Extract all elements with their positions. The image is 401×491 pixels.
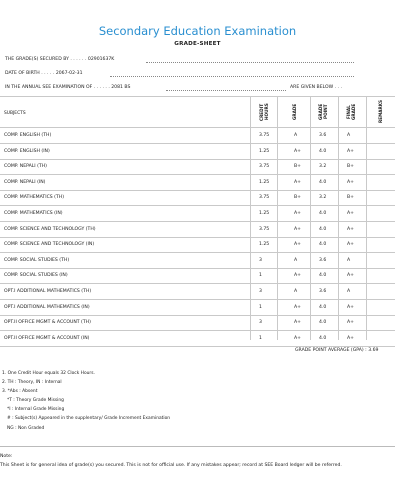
subject-cell: COMP. NEPALI (IN) xyxy=(4,179,46,185)
table-row xyxy=(0,284,395,300)
final-grade-cell: A+ xyxy=(347,304,354,310)
final-grade-cell: A xyxy=(347,257,351,263)
table-row xyxy=(0,144,395,160)
gpa-label: GRADE POINT AVERAGE (GPA) : xyxy=(295,348,367,353)
table-row xyxy=(0,253,395,269)
credit-hours-cell: 3.75 xyxy=(259,133,270,138)
subject-cell: COMP. SCIENCE AND TECHNOLOGY (TH) xyxy=(4,226,96,232)
footer-label: Note: xyxy=(0,454,13,459)
subject-cell: OPT.I ADDITIONAL MATHEMATICS (TH) xyxy=(4,289,92,294)
credit-hours-cell: 1 xyxy=(259,304,262,310)
footer-note xyxy=(0,452,395,470)
grade-cell: A+ xyxy=(294,273,301,279)
secured-by-label: THE GRADE(S) SECURED BY . . . . . . xyxy=(5,57,87,62)
table-row xyxy=(0,175,395,191)
col-credit-hours: CREDIT HOURS xyxy=(259,103,269,121)
grade-point-cell: 3.2 xyxy=(319,164,327,170)
final-grade-cell: B+ xyxy=(347,164,355,170)
credit-hours-cell: 3.75 xyxy=(259,195,270,201)
final-grade-cell: A+ xyxy=(347,226,354,232)
table-row xyxy=(0,331,395,347)
final-grade-cell: A xyxy=(347,289,351,294)
subject-cell: COMP. SOCIAL STUDIES (IN) xyxy=(4,273,68,279)
credit-hours-cell: 3.75 xyxy=(259,164,270,170)
table-row xyxy=(0,128,395,144)
gpa-line xyxy=(295,348,378,353)
final-grade-cell: A+ xyxy=(347,273,354,279)
date-of-birth: 2067-02-31 xyxy=(55,71,83,76)
subject-cell: OPT.I ADDITIONAL MATHEMATICS (IN) xyxy=(4,304,90,310)
exam-label: IN THE ANNUAL SEE EXAMINATION OF . . . . . . xyxy=(5,85,110,90)
footer-text: This Sheet is for general idea of grade(s) you secured. This is not for official use. If any mistakes appear; record at SEE Board ledger will be referred. xyxy=(0,463,342,468)
row-rule xyxy=(0,346,395,347)
final-grade-cell: A+ xyxy=(347,335,354,341)
final-grade-cell: A+ xyxy=(347,148,354,154)
dob-line xyxy=(5,71,83,76)
grade-cell: B+ xyxy=(294,195,302,201)
secured-by-line xyxy=(5,57,114,62)
note-item: # : Subject(s) Appeared in the supplentary/ Grade Increment Examination xyxy=(7,416,171,422)
credit-hours-cell: 1 xyxy=(259,335,262,341)
note-item: 2. TH : Theory, IN : Internal xyxy=(2,380,62,386)
subject-cell: COMP. ENGLISH (IN) xyxy=(4,148,50,154)
grade-cell: A+ xyxy=(294,242,301,248)
credit-hours-cell: 1.25 xyxy=(259,242,270,248)
exam-line xyxy=(5,85,130,90)
grade-point-cell: 4.0 xyxy=(319,211,327,216)
credit-hours-cell: 1 xyxy=(259,273,262,279)
grade-cell: A+ xyxy=(294,148,301,154)
grade-cell: A+ xyxy=(294,304,301,310)
subject-cell: COMP. MATHEMATICS (IN) xyxy=(4,211,63,216)
final-grade-cell: A+ xyxy=(347,179,354,185)
grade-cell: A xyxy=(294,289,298,294)
subject-cell: COMP. SCIENCE AND TECHNOLOGY (IN) xyxy=(4,242,95,248)
grade-cell: A+ xyxy=(294,320,301,326)
final-grade-cell: A xyxy=(347,133,351,138)
grade-point-cell: 3.6 xyxy=(319,257,327,263)
grade-point-cell: 4.0 xyxy=(319,335,327,341)
grade-point-cell: 4.0 xyxy=(319,242,327,248)
grade-point-cell: 4.0 xyxy=(319,179,327,185)
subject-cell: OPT.II OFFICE MGMT & ACCOUNT (TH) xyxy=(4,320,91,326)
final-grade-cell: A+ xyxy=(347,242,354,248)
col-subjects: SUBJECTS xyxy=(4,111,26,116)
dotted-fill xyxy=(146,62,354,63)
grade-cell: A+ xyxy=(294,211,301,216)
subject-cell: COMP. NEPALI (TH) xyxy=(4,164,47,170)
final-grade-cell: A+ xyxy=(347,211,354,216)
subject-cell: OPT.II OFFICE MGMT & ACCOUNT (IN) xyxy=(4,335,90,341)
credit-hours-cell: 3 xyxy=(259,289,262,294)
col-final-grade: FINAL GRADE xyxy=(346,103,356,121)
table-row xyxy=(0,268,395,284)
credit-hours-cell: 3 xyxy=(259,320,262,326)
table-row xyxy=(0,237,395,253)
given-below: ARE GIVEN BELOW . . . xyxy=(290,85,342,90)
note-item: *T : Theory Grade Missing xyxy=(7,398,64,404)
grade-point-cell: 4.0 xyxy=(319,304,327,310)
table-top-rule xyxy=(0,96,395,97)
dotted-fill xyxy=(166,90,286,91)
grade-point-cell: 4.0 xyxy=(319,148,327,154)
table-row xyxy=(0,300,395,316)
grade-point-cell: 3.2 xyxy=(319,195,327,201)
final-grade-cell: B+ xyxy=(347,195,355,201)
col-grade-point: GRADE POINT xyxy=(318,103,328,121)
credit-hours-cell: 1.25 xyxy=(259,211,270,216)
grade-cell: A+ xyxy=(294,335,301,341)
credit-hours-cell: 1.25 xyxy=(259,148,270,154)
symbol-number: 02901637K xyxy=(87,57,115,62)
page-title: Secondary Education Examination xyxy=(98,24,297,38)
col-grade: GRADE xyxy=(292,103,297,121)
note-item: 3. *Abs : Absent xyxy=(2,389,38,395)
subject-cell: COMP. ENGLISH (TH) xyxy=(4,133,52,138)
credit-hours-cell: 3 xyxy=(259,257,262,263)
grade-point-cell: 4.0 xyxy=(319,320,327,326)
dob-label: DATE OF BIRTH . . . . . xyxy=(5,71,55,76)
subject-cell: COMP. SOCIAL STUDIES (TH) xyxy=(4,257,70,263)
final-grade-cell: A+ xyxy=(347,320,354,326)
subject-cell: COMP. MATHEMATICS (TH) xyxy=(4,195,65,201)
grade-cell: A xyxy=(294,257,298,263)
exam-year: 2081 BS xyxy=(111,85,131,90)
grade-cell: A xyxy=(294,133,298,138)
table-row xyxy=(0,190,395,206)
grade-point-cell: 3.6 xyxy=(319,289,327,294)
table-row xyxy=(0,315,395,331)
credit-hours-cell: 1.25 xyxy=(259,179,270,185)
table-row xyxy=(0,206,395,222)
page-subtitle: GRADE-SHEET xyxy=(174,41,221,47)
dotted-fill xyxy=(110,76,354,77)
grade-point-cell: 4.0 xyxy=(319,273,327,279)
grade-cell: A+ xyxy=(294,179,301,185)
grade-point-cell: 4.0 xyxy=(319,226,327,232)
table-row xyxy=(0,159,395,175)
table-row xyxy=(0,222,395,238)
grade-point-cell: 3.6 xyxy=(319,133,327,138)
note-item: NG : Non Graded xyxy=(7,425,45,431)
gpa-value: 3.69 xyxy=(368,348,379,353)
col-remarks: REMARKS xyxy=(378,100,383,124)
notes-list xyxy=(2,369,170,433)
grade-cell: A+ xyxy=(294,226,301,232)
footer-rule xyxy=(0,446,395,447)
grade-cell: B+ xyxy=(294,164,302,170)
note-item: 1. One Credit Hour equals 32 Clock Hours. xyxy=(2,371,95,376)
credit-hours-cell: 3.75 xyxy=(259,226,270,232)
note-item: *I : Internal Grade Missing xyxy=(7,407,65,413)
